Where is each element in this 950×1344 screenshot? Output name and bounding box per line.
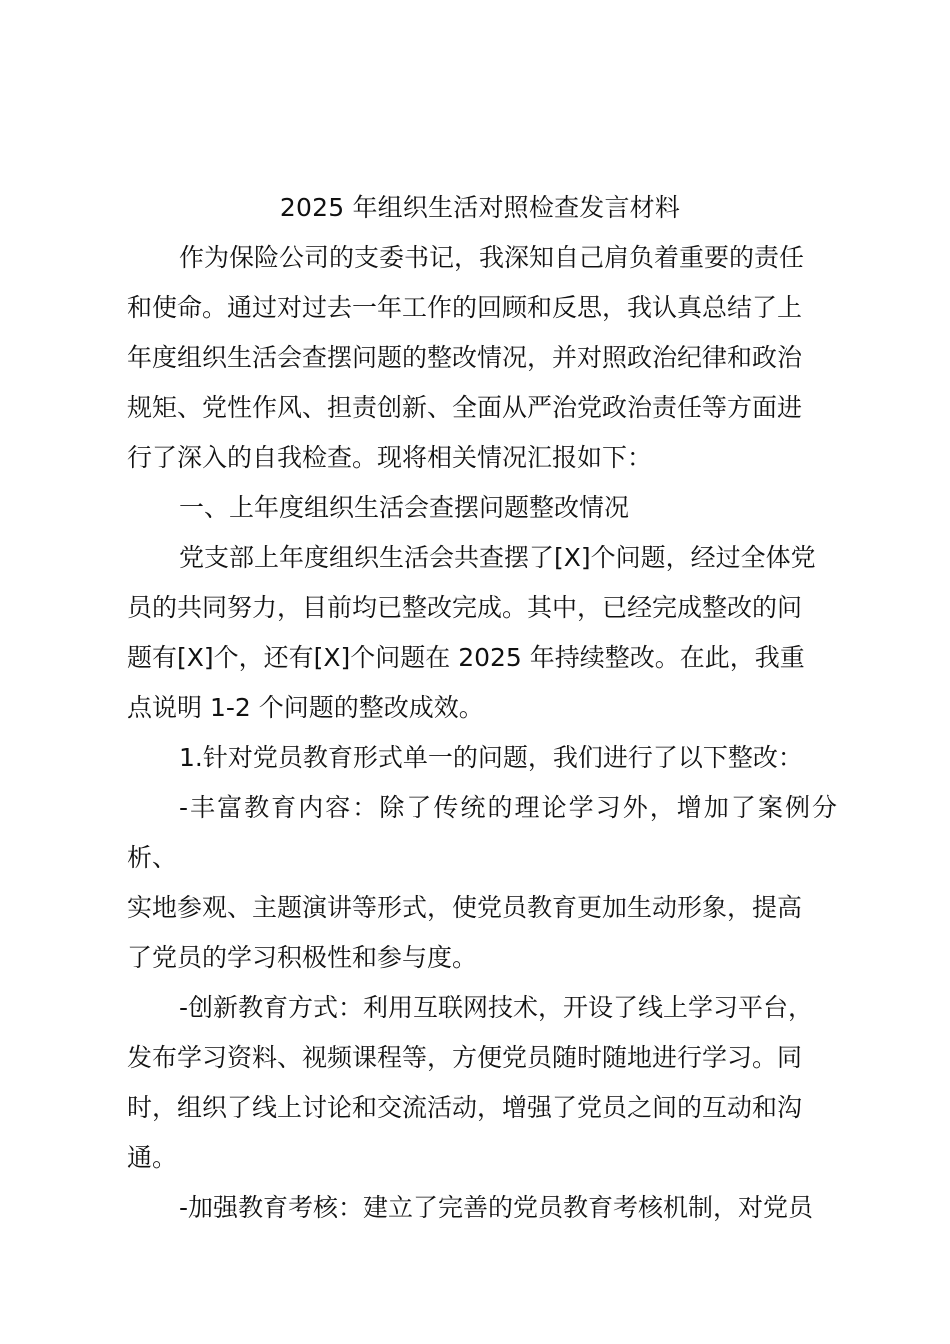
item-heading: 1.针对党员教育形式单一的问题，我们进行了以下整改： bbox=[179, 743, 803, 772]
rectification-summary-paragraph: 党支部上年度组织生活会共查摆了[X]个问题，经过全体党 员的共同努力，目前均已整改完成。其中，已经完成整改的问 题有[X]个，还有[X]个问题在 2025 年持续整改。在此，我重 点说明 1-2 个问题的整改成效。 bbox=[127, 543, 816, 722]
bullet-paragraph: -创新教育方式：利用互联网技术，开设了线上学习平台， 发布学习资料、视频课程等，方便党员随时随地进行学习。同 时，组织了线上讨论和交流活动，增强了党员之间的互动和沟 通。 bbox=[127, 993, 814, 1172]
intro-paragraph: 作为保险公司的支委书记，我深知自己肩负着重要的责任 和使命。通过对过去一年工作的回顾和反思，我认真总结了上 年度组织生活会查摆问题的整改情况，并对照政治纪律和政治 规矩、党性作风、担责创新、全面从严治党政治责任等方面进 行了深入的自我检查。现将相关情况汇报如下： bbox=[127, 243, 805, 472]
document-title: 2025 年组织生活对照检查发言材料 bbox=[279, 193, 681, 222]
bullet-paragraph: -丰富教育内容：除了传统的理论学习外，增加了案例分析、 实地参观、主题演讲等形式，使党员教育更加生动形象，提高 了党员的学习积极性和参与度。 bbox=[127, 793, 837, 972]
document-body bbox=[127, 233, 837, 1233]
bullet-paragraph: -加强教育考核：建立了完善的党员教育考核机制，对党员 bbox=[179, 1193, 814, 1222]
section-heading: 一、上年度组织生活会查摆问题整改情况 bbox=[179, 493, 630, 522]
